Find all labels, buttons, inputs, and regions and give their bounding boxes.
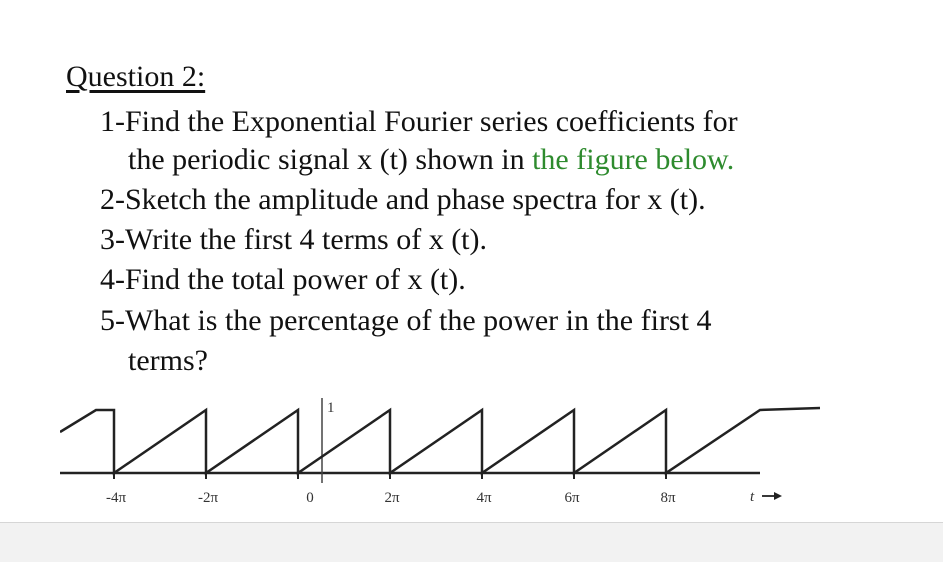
item-3: 3-Write the first 4 terms of x (t).	[100, 223, 488, 256]
tick-label-4pi: 4π	[476, 490, 492, 506]
tick-label-2pi: 2π	[384, 490, 400, 506]
peak-label: 1	[327, 400, 335, 416]
question-title: Question 2:	[66, 60, 206, 93]
item-1-text: the periodic signal x (t) shown in	[128, 143, 533, 176]
tick-label-neg-4pi: -4π	[105, 490, 127, 506]
tick-label-zero: 0	[306, 490, 314, 506]
item-5-line-1: 5-What is the percentage of the power in the first 4	[100, 304, 712, 337]
figure-reference-link: the figure below.	[532, 143, 735, 176]
item-1-line-2	[128, 142, 734, 178]
tick-label-6pi: 6π	[564, 490, 580, 506]
time-axis-label: t	[750, 489, 755, 505]
item-1-line-1: 1-Find the Exponential Fourier series coefficients for	[100, 105, 738, 138]
sawtooth-figure	[60, 388, 840, 518]
sawtooth-waveform	[60, 408, 820, 473]
bottom-bar	[0, 522, 943, 562]
right-arrow-icon	[762, 492, 782, 500]
item-2: 2-Sketch the amplitude and phase spectra for x (t).	[100, 183, 706, 216]
item-4: 4-Find the total power of x (t).	[100, 263, 466, 296]
item-5-line-2: terms?	[128, 344, 208, 377]
tick-label-neg-2pi: -2π	[197, 490, 219, 506]
tick-label-8pi: 8π	[660, 490, 676, 506]
